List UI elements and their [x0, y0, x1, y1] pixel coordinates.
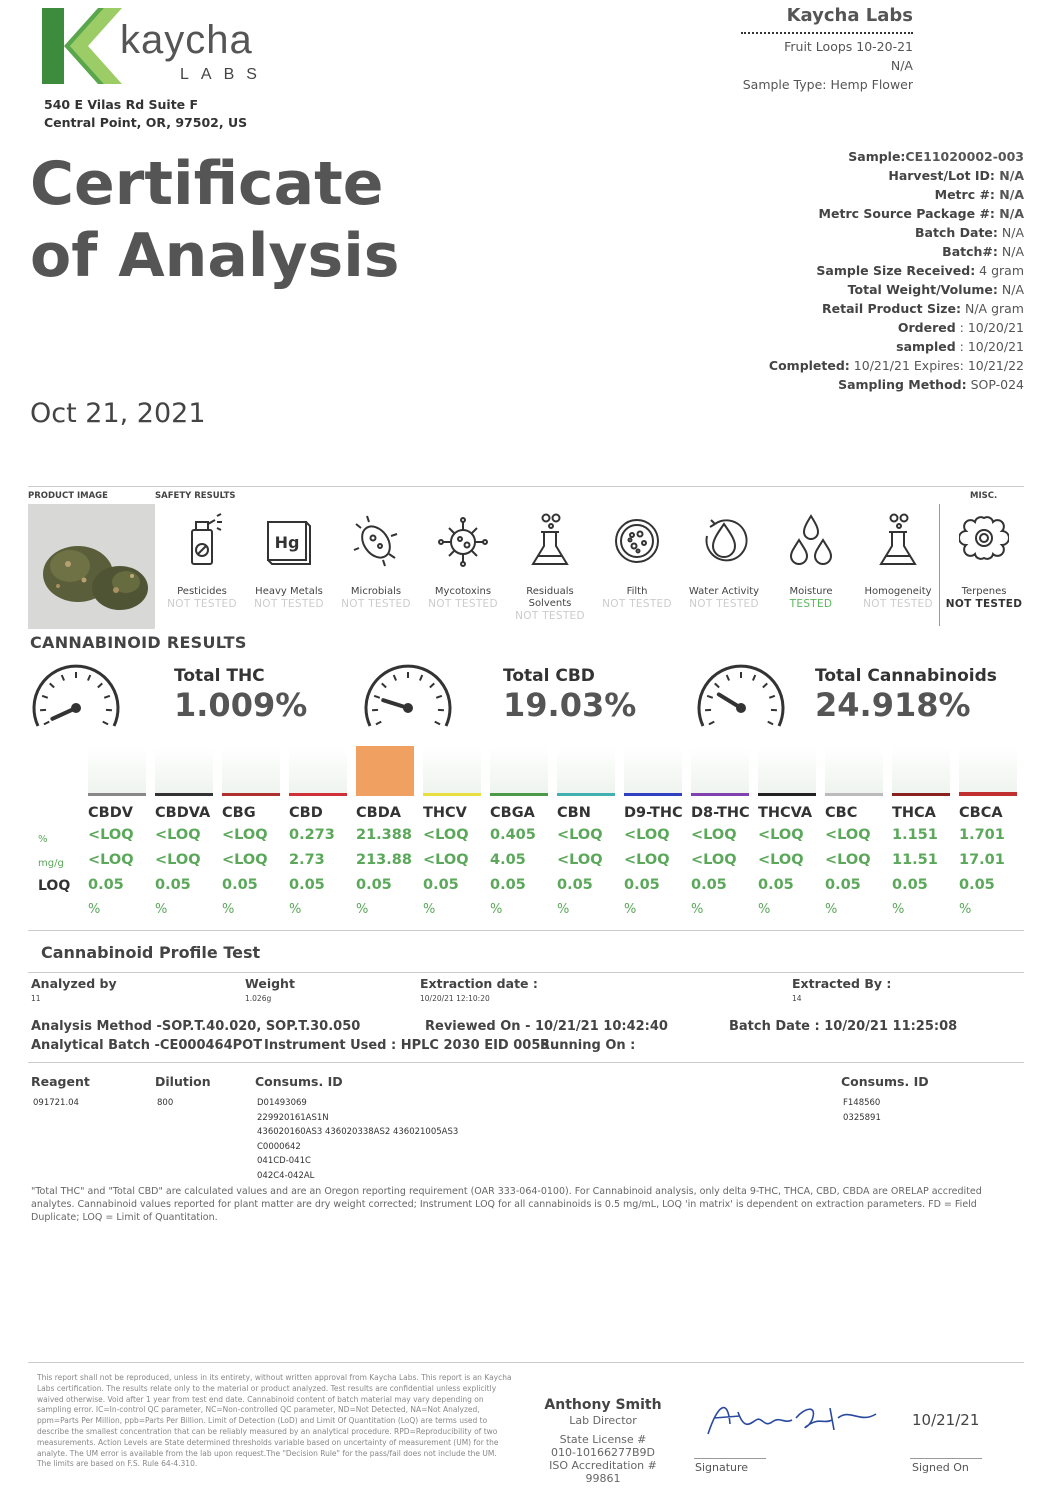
instrument-used: Instrument Used : HPLC 2030 EID 0055 [264, 1038, 550, 1053]
bar-fill [758, 793, 816, 796]
footnote: "Total THC" and "Total CBD" are calculated values and are an Oregon reporting requirement (OAR 333-064-0100). For Cannabinoid analysis, only delta 9-THC, THCA, CBD, CBDA are ORELAP accredited analytes. Cannabinoid values reported for plant matter are dry weight corrected; Instrument LOQ for all cannabinoids is 0.5 mg/mL, LOQ 'in matrix' is dependent on extraction parameters. FD = Field Duplicate; LOQ = Limit of Quantitation. [31, 1186, 982, 1223]
dilution-label: Dilution [155, 1074, 211, 1089]
sample-info-value: 4 gram [975, 263, 1024, 278]
sample-info-value: N/A [997, 282, 1024, 297]
sample-info-row [769, 356, 1024, 375]
misc-label: MISC. [970, 491, 998, 501]
divider [28, 972, 1024, 973]
iso-accreditation: ISO Accreditation # 99861 [549, 1459, 657, 1485]
license-number: 010-10166277B9D [551, 1446, 655, 1459]
consumable-id: 436020160AS3 436020338AS2 436021005AS3 [257, 1127, 459, 1137]
sample-info-value: N/A [994, 187, 1024, 202]
analyzed-by-label: Analyzed by [31, 976, 117, 991]
lab-name: Kaycha Labs [741, 5, 913, 34]
mgg-value: 17.01 [959, 852, 1005, 868]
row-label-mgg: mg/g [38, 858, 64, 869]
safety-status: TESTED [789, 598, 833, 610]
product-na: N/A [890, 58, 913, 73]
percent-value: <LOQ [88, 827, 134, 843]
cannabinoid-name: THCV [423, 805, 467, 821]
sample-info-value: 10/21/21 Expires: 10/21/22 [849, 358, 1024, 373]
loq-unit: % [624, 902, 637, 917]
cannabinoid-column [155, 746, 213, 921]
sample-info-label: Metrc Source Package #: [818, 206, 995, 221]
sample-info-value: : 10/20/21 [955, 320, 1024, 335]
cannabinoid-name: THCVA [758, 805, 813, 821]
profile-title: Cannabinoid Profile Test [41, 943, 261, 962]
loq-unit: % [423, 902, 436, 917]
gauge-value: 1.009% [174, 686, 308, 724]
percent-value: <LOQ [825, 827, 871, 843]
sample-info-label: Total Weight/Volume: [847, 282, 998, 297]
consumable-id: 042C4-042AL [257, 1170, 315, 1181]
divider [28, 486, 1024, 487]
lab-address: 540 E Vilas Rd Suite F Central Point, OR, 97502, US [44, 97, 248, 130]
flask-bubbles-icon [873, 510, 923, 572]
safety-status: NOT TESTED [863, 598, 933, 610]
sample-info-value: SOP-024 [966, 377, 1024, 392]
virus-icon [438, 510, 488, 572]
consumable-id: 041CD-041C [257, 1156, 311, 1166]
batch-date: Batch Date : 10/20/21 11:25:08 [729, 1019, 958, 1034]
loq-unit: % [825, 902, 838, 917]
loq-unit: % [88, 902, 101, 917]
sample-info-value: CE11020002-003 [905, 149, 1024, 164]
loq-value: 0.05 [289, 877, 325, 893]
loq-value: 0.05 [423, 877, 459, 893]
percent-value: <LOQ [222, 827, 268, 843]
bar-fill [624, 793, 682, 796]
percent-value: <LOQ [624, 827, 670, 843]
cannabinoid-name: CBDVA [155, 805, 211, 821]
page-title: Certificate of Analysis [30, 149, 400, 291]
consums-list [257, 1096, 458, 1183]
misc-divider [939, 504, 940, 626]
cannabinoid-column [490, 746, 548, 921]
cannabinoid-name: D8-THC [691, 805, 750, 821]
safety-status: NOT TESTED [689, 598, 759, 610]
loq-value: 0.05 [691, 877, 727, 893]
percent-value: 0.405 [490, 827, 536, 843]
consumable-id: F148560 [843, 1098, 881, 1108]
sample-info-value: N/A [997, 244, 1024, 259]
loq-unit: % [691, 902, 704, 917]
mgg-value: 4.05 [490, 852, 526, 868]
sample-info-label: Sampling Method: [838, 377, 967, 392]
gauge-value: 24.918% [815, 686, 971, 724]
gauge-icon [30, 664, 122, 734]
bar-container [88, 746, 146, 796]
divider [28, 1362, 1024, 1363]
cannabinoid-name: CBCA [959, 805, 1003, 821]
sample-info-label: Sample Size Received: [816, 263, 976, 278]
safety-status: NOT TESTED [167, 598, 237, 610]
bar-container [356, 746, 414, 796]
product-image-label: PRODUCT IMAGE [28, 491, 108, 501]
consumable-id: 229920161AS1N [257, 1112, 329, 1123]
cannabinoid-name: CBGA [490, 805, 535, 821]
safety-name: Homogeneity [864, 586, 932, 597]
spray-bottle-icon [177, 510, 227, 572]
sample-info-row [769, 223, 1024, 242]
water-drop-icon [699, 510, 749, 572]
analyzed-by-value: 11 [31, 994, 41, 1003]
mgg-value: <LOQ [758, 852, 804, 868]
loq-unit: % [758, 902, 771, 917]
sample-info-value: : 10/20/21 [955, 339, 1024, 354]
extraction-date-value: 10/20/21 12:10:20 [420, 994, 490, 1003]
sample-info-row [769, 375, 1024, 394]
bar-container [222, 746, 280, 796]
bar-fill [88, 793, 146, 796]
bar-fill [959, 792, 1017, 796]
cannabinoid-column [691, 746, 749, 921]
mgg-value: <LOQ [557, 852, 603, 868]
bar-container [423, 746, 481, 796]
sample-info-label: Metrc #: [934, 187, 995, 202]
safety-item [682, 510, 766, 611]
misc-name: Terpenes [961, 586, 1007, 597]
cannabinoid-name: CBG [222, 805, 256, 821]
sample-info-value: N/A [994, 168, 1024, 183]
consumable-id: 0325891 [843, 1112, 881, 1123]
analytical-batch: Analytical Batch -CE000464POT [31, 1038, 263, 1053]
running-on: Running On : [540, 1038, 636, 1053]
state-license: State License # [559, 1433, 647, 1446]
divider [28, 930, 1024, 931]
sample-info [769, 147, 1024, 394]
cannabinoid-name: D9-THC [624, 805, 683, 821]
sample-info-label: Batch#: [942, 244, 998, 259]
disclaimer: This report shall not be reproduced, unless in its entirety, without written approval from Kaycha Labs. This report is an Kaycha Labs certification. The results relate only to the material or product analyzed. Test results are confidential unless explicitly waived otherwise. Void after 1 year from test end date. Cannabinoid content of batch material may vary depending on sampling error. IC=In-control QC parameter, NC=Non-controlled QC parameter, ND=Not Detected, NA=Not Analyzed, ppm=Parts Per Million, ppb=Parts Per Billion. Limit of Detection (LoD) and Limit Of Quantitation (LoQ) are terms used to describe the smallest concentration that can be reliably measured by an analytical procedure. RPD=Reproducibility of two measurements. Action Levels are State determined thresholds variable based on uncertainty of measurement (UM) for the analyte. The UM error is available from the lab upon request.The "Decision Rule" for the pass/fail does not include the UM. The limits are based on F.S. Rule 64-4.310. [37, 1373, 512, 1469]
loq-value: 0.05 [222, 877, 258, 893]
cannabinoid-column [356, 746, 414, 921]
logo-wordmark: kaycha [120, 18, 253, 62]
gauge-icon [362, 664, 454, 734]
cannabinoid-name: CBN [557, 805, 591, 821]
kaycha-logo-mark [42, 8, 122, 84]
bar-container [155, 746, 213, 796]
sample-info-label: Sample: [848, 149, 906, 164]
sample-info-row [769, 337, 1024, 356]
mgg-value: <LOQ [423, 852, 469, 868]
reviewed-on: Reviewed On - 10/21/21 10:42:40 [425, 1019, 668, 1034]
signature-line [694, 1458, 766, 1459]
safety-name: Filth [626, 586, 648, 597]
cannabinoid-column [289, 746, 347, 921]
report-date: Oct 21, 2021 [30, 398, 206, 429]
safety-name: Mycotoxins [434, 586, 492, 597]
cannabinoid-column [88, 746, 146, 921]
signed-on-label: Signed On [912, 1461, 969, 1474]
percent-value: 0.273 [289, 827, 335, 843]
bar-fill [155, 793, 213, 796]
bar-fill [691, 793, 749, 796]
percent-value: 1.701 [959, 827, 1005, 843]
loq-unit: % [557, 902, 570, 917]
safety-item [769, 510, 853, 611]
sample-info-value: N/A gram [961, 301, 1024, 316]
cannabinoid-column [624, 746, 682, 921]
loq-unit: % [959, 902, 972, 917]
gauge-label: Total CBD [503, 666, 595, 686]
consums2-label: Consums. ID [841, 1074, 929, 1089]
safety-item [160, 510, 244, 611]
bar-container [624, 746, 682, 796]
bar-container [758, 746, 816, 796]
loq-value: 0.05 [88, 877, 124, 893]
loq-unit: % [490, 902, 503, 917]
mgg-value: <LOQ [691, 852, 737, 868]
loq-unit: % [222, 902, 235, 917]
safety-item [334, 510, 418, 611]
svg-text:Hg: Hg [274, 533, 300, 552]
bar-fill [557, 793, 615, 796]
weight-value: 1.026g [245, 994, 272, 1003]
safety-name: Microbials [350, 586, 402, 597]
safety-name: Pesticides [177, 586, 227, 597]
loq-value: 0.05 [892, 877, 928, 893]
misc-terpenes [942, 510, 1026, 611]
cannabinoid-column [825, 746, 883, 921]
cannabinoid-column [222, 746, 280, 921]
percent-value: <LOQ [691, 827, 737, 843]
bar-fill [222, 793, 280, 796]
reagent-label: Reagent [31, 1074, 90, 1089]
loq-value: 0.05 [624, 877, 660, 893]
cannabinoid-column [423, 746, 481, 921]
bar-fill [423, 793, 481, 796]
row-label-loq: LOQ [38, 878, 71, 894]
bar-container [892, 746, 950, 796]
loq-value: 0.05 [155, 877, 191, 893]
safety-item [856, 510, 940, 611]
sample-info-value: N/A [997, 225, 1024, 240]
misc-status: NOT TESTED [945, 598, 1023, 610]
extraction-date-label: Extraction date : [420, 976, 538, 991]
gauge-label: Total THC [174, 666, 265, 686]
sample-info-value: N/A [994, 206, 1024, 221]
mgg-value: 213.88 [356, 852, 412, 868]
sample-info-row [769, 166, 1024, 185]
analysis-method: Analysis Method -SOP.T.40.020, SOP.T.30.050 [31, 1019, 361, 1034]
safety-item [247, 510, 331, 611]
divider [28, 1062, 1024, 1063]
mgg-value: 11.51 [892, 852, 938, 868]
safety-item [595, 510, 679, 611]
bar-fill [356, 746, 414, 796]
mgg-value: <LOQ [155, 852, 201, 868]
bar-container [557, 746, 615, 796]
signer-name: Anthony Smith [544, 1397, 662, 1413]
loq-unit: % [155, 902, 168, 917]
cannabinoid-name: CBC [825, 805, 858, 821]
cannabinoid-name: CBD [289, 805, 323, 821]
reagent-value: 091721.04 [33, 1098, 79, 1108]
sample-type: Sample Type: Hemp Flower [742, 77, 913, 92]
bar-fill [490, 793, 548, 796]
bar-fill [289, 793, 347, 796]
flask-icon [525, 510, 575, 572]
gauge-value: 19.03% [503, 686, 637, 724]
sample-info-row [769, 147, 1024, 166]
signer-title: Lab Director [569, 1414, 637, 1427]
cannabinoid-name: CBDA [356, 805, 401, 821]
cannabinoid-column [758, 746, 816, 921]
loq-value: 0.05 [959, 877, 995, 893]
percent-value: 21.388 [356, 827, 412, 843]
sample-info-row [769, 280, 1024, 299]
safety-status: NOT TESTED [515, 610, 585, 622]
petri-dish-icon [612, 510, 662, 572]
signer-block [530, 1397, 676, 1485]
sample-info-label: Ordered [897, 320, 956, 335]
bar-fill [825, 793, 883, 796]
product-name: Fruit Loops 10-20-21 [784, 39, 913, 54]
safety-status: NOT TESTED [428, 598, 498, 610]
weight-label: Weight [245, 976, 295, 991]
safety-name: Residuals Solvents [526, 586, 574, 609]
cannabinoid-name: CBDV [88, 805, 133, 821]
sample-info-label: sampled [896, 339, 956, 354]
bar-container [825, 746, 883, 796]
loq-value: 0.05 [557, 877, 593, 893]
flower-icon [959, 510, 1009, 572]
consumable-id: C0000642 [257, 1141, 301, 1152]
loq-unit: % [289, 902, 302, 917]
bar-container [959, 746, 1017, 796]
loq-unit: % [892, 902, 905, 917]
percent-value: <LOQ [758, 827, 804, 843]
product-image [28, 504, 155, 629]
loq-unit: % [356, 902, 369, 917]
bar-fill [892, 793, 950, 796]
percent-value: <LOQ [155, 827, 201, 843]
mgg-value: <LOQ [624, 852, 670, 868]
gauge-icon [695, 664, 787, 734]
sample-info-row [769, 261, 1024, 280]
consumable-id: D01493069 [257, 1098, 307, 1108]
safety-name: Water Activity [688, 586, 760, 597]
bar-container [490, 746, 548, 796]
mgg-value: <LOQ [222, 852, 268, 868]
bar-container [691, 746, 749, 796]
mgg-value: 2.73 [289, 852, 325, 868]
sample-info-row [769, 318, 1024, 337]
cannabinoid-results-title: CANNABINOID RESULTS [30, 633, 247, 652]
hg-element-icon [264, 510, 314, 572]
extracted-by-value: 14 [792, 994, 802, 1003]
percent-value: 1.151 [892, 827, 938, 843]
sample-info-label: Completed: [768, 358, 850, 373]
cannabinoid-name: THCA [892, 805, 936, 821]
row-label-percent: % [38, 834, 48, 845]
sample-info-label: Retail Product Size: [822, 301, 962, 316]
drops-icon [786, 510, 836, 572]
loq-value: 0.05 [356, 877, 392, 893]
loq-value: 0.05 [825, 877, 861, 893]
sample-info-label: Batch Date: [915, 225, 998, 240]
extracted-by-label: Extracted By : [792, 976, 892, 991]
sample-info-row [769, 185, 1024, 204]
consums-label: Consums. ID [255, 1074, 343, 1089]
safety-name: Moisture [789, 586, 833, 597]
logo-labs: LABS [180, 66, 269, 83]
bar-container [289, 746, 347, 796]
percent-value: <LOQ [557, 827, 603, 843]
sample-info-row [769, 299, 1024, 318]
safety-name: Heavy Metals [255, 586, 323, 597]
dilution-value: 800 [157, 1098, 174, 1108]
sample-info-row [769, 242, 1024, 261]
signature-image [700, 1394, 890, 1444]
cannabinoid-column [557, 746, 615, 921]
safety-item [421, 510, 505, 611]
signed-on-line [910, 1458, 982, 1459]
safety-results-label: SAFETY RESULTS [155, 491, 236, 501]
bacteria-icon [351, 510, 401, 572]
consums2-list [843, 1096, 881, 1125]
signature-label: Signature [695, 1461, 749, 1474]
safety-status: NOT TESTED [341, 598, 411, 610]
loq-value: 0.05 [758, 877, 794, 893]
loq-value: 0.05 [490, 877, 526, 893]
percent-value: <LOQ [423, 827, 469, 843]
safety-status: NOT TESTED [602, 598, 672, 610]
mgg-value: <LOQ [88, 852, 134, 868]
sample-info-label: Harvest/Lot ID: [888, 168, 995, 183]
gauge-label: Total Cannabinoids [815, 666, 997, 686]
safety-item [508, 510, 592, 623]
signed-date: 10/21/21 [912, 1411, 980, 1429]
sample-info-row [769, 204, 1024, 223]
lab-header-block [741, 5, 913, 94]
mgg-value: <LOQ [825, 852, 871, 868]
cannabinoid-column [892, 746, 950, 921]
safety-status: NOT TESTED [254, 598, 324, 610]
cannabinoid-column [959, 746, 1017, 921]
